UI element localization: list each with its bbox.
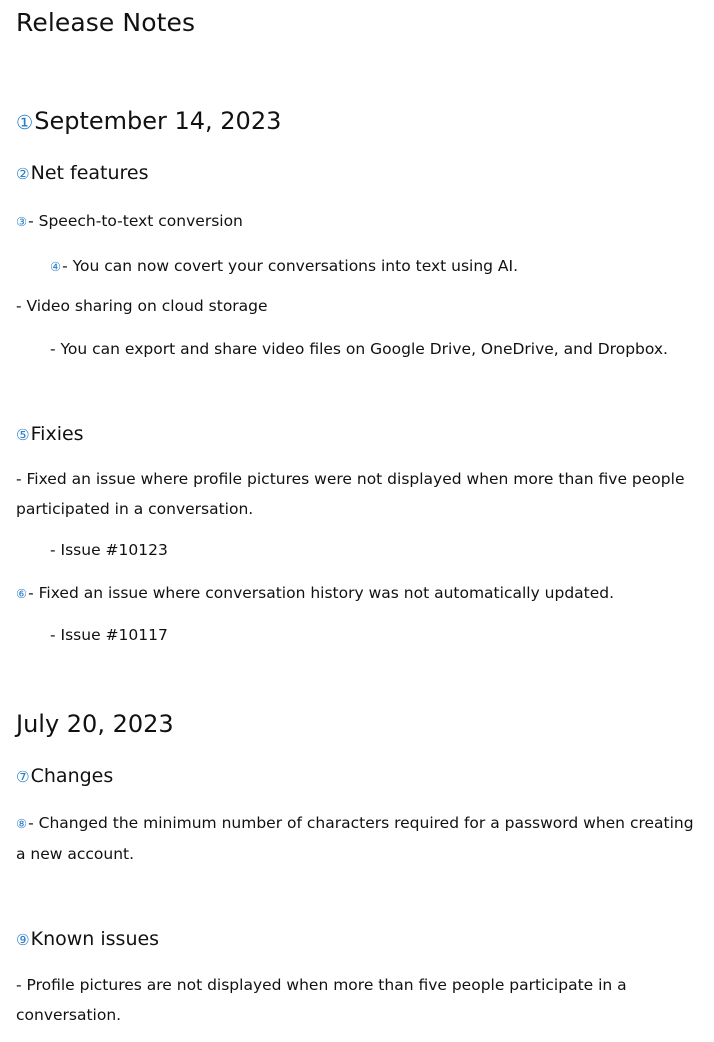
- features-heading: [16, 161, 149, 186]
- fixes-heading-text: Fixies: [30, 423, 84, 445]
- feature-detail: [50, 256, 518, 277]
- known-issues-heading-text: Known issues: [30, 928, 160, 950]
- marker-4: ④: [50, 259, 62, 274]
- changes-heading: [16, 764, 113, 789]
- fix-item-text: - Fixed an issue where conversation history was not automatically updated.: [28, 584, 615, 602]
- release-date-heading: [16, 106, 281, 138]
- marker-2: ②: [16, 165, 30, 183]
- feature-detail-text: - You can now covert your conversations into text using AI.: [62, 257, 519, 275]
- known-issue-item: - Profile pictures are not displayed when more than five people participate in a conversation.: [16, 976, 627, 1024]
- issue-reference: - Issue #10117: [50, 626, 168, 644]
- feature-detail: - You can export and share video files on Google Drive, OneDrive, and Dropbox.: [50, 340, 668, 358]
- marker-9: ⑨: [16, 931, 30, 949]
- release-date: September 14, 2023: [34, 107, 282, 135]
- issue-reference: - Issue #10123: [50, 541, 168, 559]
- page-title: Release Notes: [16, 8, 196, 37]
- change-item: [16, 808, 701, 869]
- change-item-text: - Changed the minimum number of characters required for a password when creating a new account.: [16, 814, 694, 863]
- marker-7: ⑦: [16, 768, 30, 786]
- changes-heading-text: Changes: [30, 765, 114, 787]
- fix-item: - Fixed an issue where profile pictures were not displayed when more than five people participated in a conversation.: [16, 470, 685, 518]
- marker-1: ①: [16, 111, 34, 134]
- features-heading-text: Net features: [30, 162, 149, 184]
- marker-5: ⑤: [16, 426, 30, 444]
- fix-item: [16, 583, 614, 604]
- release-date-heading: July 20, 2023: [16, 710, 174, 738]
- marker-6: ⑥: [16, 586, 28, 601]
- feature-item-text: - Speech-to-text conversion: [28, 212, 243, 230]
- feature-item: - Video sharing on cloud storage: [16, 297, 268, 315]
- feature-item: [16, 211, 243, 232]
- known-issues-heading: [16, 927, 159, 952]
- marker-8: ⑧: [16, 816, 28, 831]
- fixes-heading: [16, 422, 84, 447]
- marker-3: ③: [16, 214, 28, 229]
